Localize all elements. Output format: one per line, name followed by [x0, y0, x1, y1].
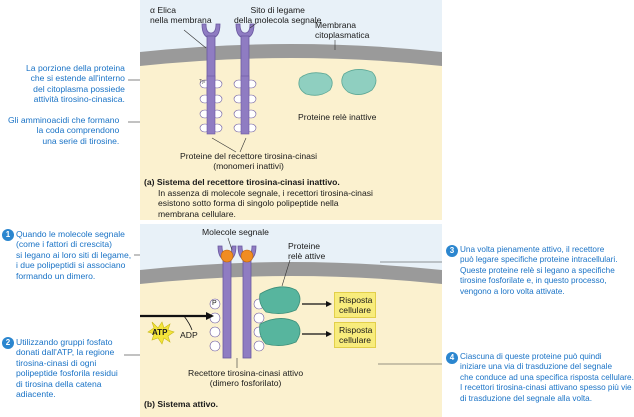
label-binding-site: Sito di legame della molecola segnale — [234, 5, 322, 26]
label-membrane: Membrana citoplasmatica — [315, 20, 370, 41]
label-relay-active: Proteine relè attive — [288, 241, 326, 262]
cell-response-box-1: Risposta cellulare — [334, 292, 376, 318]
note-tyrosine-tail: Gli amminoacidi che formano la coda comprendono una serie di tirosine. — [8, 115, 120, 146]
relay-protein-inactive-1 — [299, 73, 332, 96]
note-cytoplasm-portion: La porzione della proteina che si estende all'interno del citoplasma possiede attività tirosino-cinasica. — [26, 63, 125, 105]
caption-b-title: (b) Sistema attivo. — [144, 399, 219, 409]
relay-protein-active-2 — [260, 318, 300, 345]
note-pointers-a — [0, 0, 140, 220]
pointer-signal — [228, 238, 232, 250]
label-relay-inactive: Proteine relè inattive — [298, 112, 377, 122]
cell-response-box-2: Risposta cellulare — [334, 322, 376, 348]
relay-protein-inactive-2 — [342, 69, 376, 94]
label-signal-molecules: Molecole segnale — [202, 227, 269, 237]
step-2-text: Utilizzando gruppi fosfato donati dall'ATP, la regione tirosina-cinasi di ogni polipeptide fosforila residui di tirosina della catena adiacente. — [16, 337, 118, 400]
step-2-marker: 2 — [2, 337, 14, 349]
tyr-label: Tyr — [199, 79, 206, 85]
panel-a — [140, 0, 442, 220]
signal-molecule-left — [221, 250, 233, 262]
step-1-text: Quando le molecole segnale (come i fattori di crescita) si legano ai loro siti di legame, i due polipeptidi si associano formando un dimero. — [16, 229, 132, 281]
label-helix: α Elica nella membrana — [150, 5, 212, 26]
label-atp: ATP — [152, 328, 168, 337]
signal-molecule-right — [241, 250, 253, 262]
label-monomers: Proteine del recettore tirosina-cinasi (monomeri inattivi) — [180, 151, 318, 172]
step-4-text: Ciascuna di queste proteine può quindi iniziare una via di trasduzione del segnale che conduce ad una specifica risposta cellulare. I recettori tirosina-cinasi attivano spesso più vie di trasduzione del segnale alla volta. — [460, 352, 634, 403]
label-adp: ADP — [180, 330, 198, 340]
caption-a-body: In assenza di molecole segnale, i recettori tirosina-cinasi esistono sotto forma di singolo polipeptide nella membrana cellulare. — [158, 188, 373, 219]
step-4-marker: 4 — [446, 352, 458, 364]
relay-protein-active-1 — [260, 287, 300, 314]
step-3-text: Una volta pienamente attivo, il recettore può legare specifiche proteine intracellulari. Queste proteine relè si legano a specifiche tirosine fosforilate e, in questo processo, vengono a loro volta attivate. — [460, 245, 618, 296]
pointer-helix — [184, 30, 206, 48]
step-3-marker: 3 — [446, 245, 458, 257]
panel-b — [140, 224, 442, 417]
step-1-marker: 1 — [2, 229, 14, 241]
caption-a-title: (a) Sistema del recettore tirosina-cinasi inattivo. — [144, 177, 340, 187]
phosphate-label: P — [212, 300, 217, 307]
label-active-receptor: Recettore tirosina-cinasi attivo (dimero fosforilato) — [188, 368, 304, 389]
